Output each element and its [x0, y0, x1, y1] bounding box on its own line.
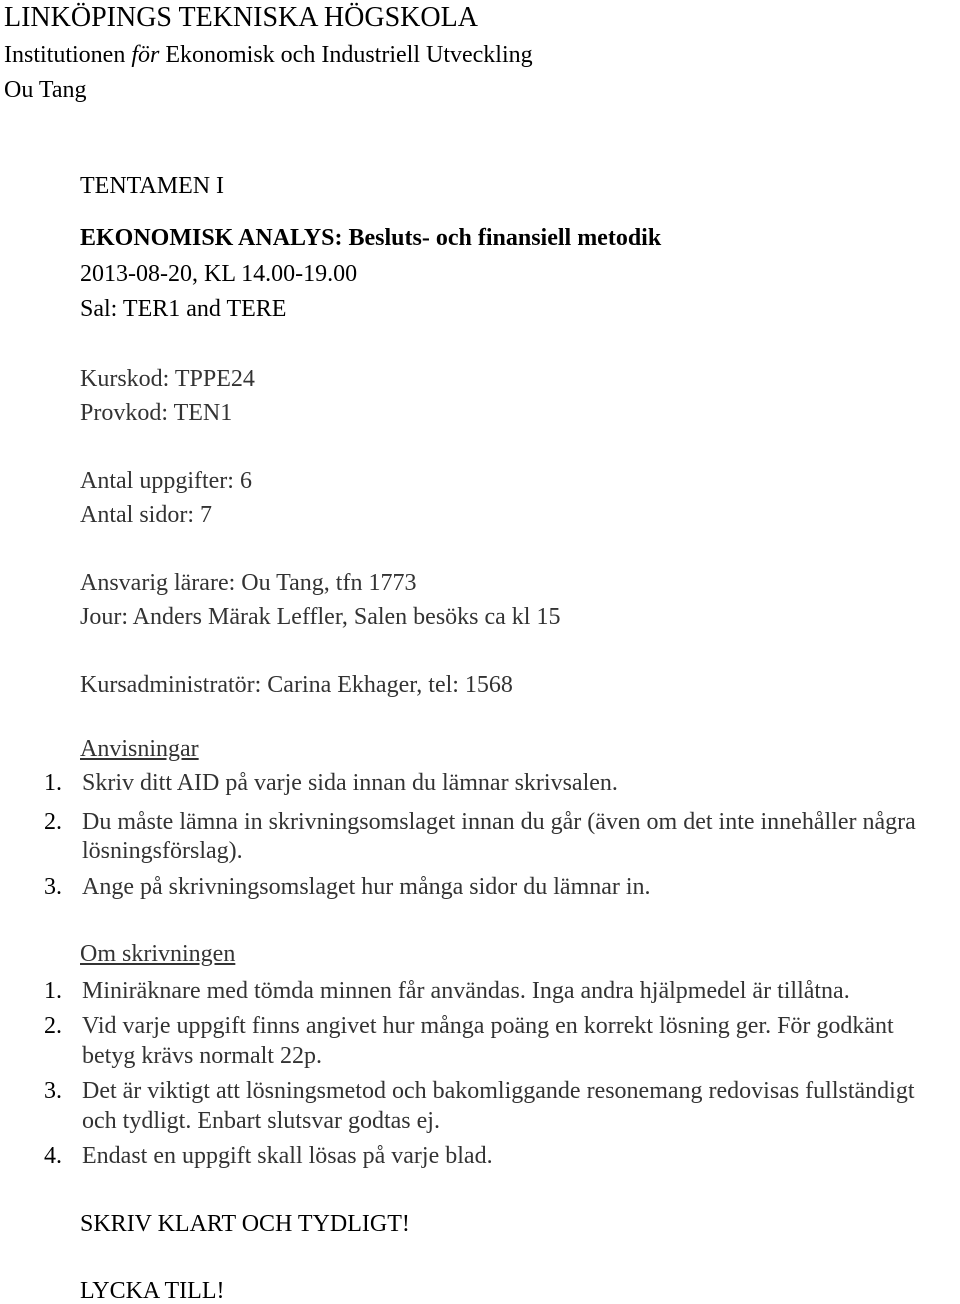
exam-code: Provkod: TEN1 — [80, 400, 233, 426]
rule-number: 3. — [44, 1078, 62, 1104]
instruction-number: 2. — [44, 809, 62, 835]
department-name — [4, 43, 533, 67]
department-text-post: Ekonomisk och Industriell Utveckling — [159, 42, 533, 68]
university-name: LINKÖPINGS TEKNISKA HÖGSKOLA — [4, 2, 478, 33]
exam-room: Sal: TER1 and TERE — [80, 296, 287, 322]
rule-text-continued: betyg krävs normalt 22p. — [82, 1043, 322, 1069]
task-count: Antal uppgifter: 6 — [80, 468, 252, 494]
rule-text: Det är viktigt att lösningsmetod och bakomliggande resonemang redovisas fullständigt — [82, 1078, 915, 1104]
good-luck-note: LYCKA TILL! — [80, 1278, 225, 1304]
about-exam-heading: Om skrivningen — [80, 941, 236, 967]
rule-text: Miniräknare med tömda minnen får användas. Inga andra hjälpmedel är tillåtna. — [82, 978, 850, 1004]
exam-date-time: 2013-08-20, KL 14.00-19.00 — [80, 261, 358, 287]
instruction-text-continued: lösningsförslag). — [82, 838, 243, 864]
duty-teacher: Jour: Anders Märak Leffler, Salen besöks ca kl 15 — [80, 604, 561, 630]
responsible-teacher: Ansvarig lärare: Ou Tang, tfn 1773 — [80, 570, 417, 596]
department-text-italic: för — [131, 42, 160, 68]
rule-number: 2. — [44, 1013, 62, 1039]
rule-number: 4. — [44, 1143, 62, 1169]
instruction-text: Du måste lämna in skrivningsomslaget innan du går (även om det inte innehåller några — [82, 809, 916, 835]
write-clearly-note: SKRIV KLART OCH TYDLIGT! — [80, 1211, 410, 1237]
course-title: EKONOMISK ANALYS: Besluts- och finansiell metodik — [80, 225, 662, 251]
exam-type: TENTAMEN I — [80, 173, 225, 199]
rule-text: Vid varje uppgift finns angivet hur många poäng en korrekt lösning ger. För godkänt — [82, 1013, 894, 1039]
instruction-text: Skriv ditt AID på varje sida innan du lämnar skrivsalen. — [82, 770, 618, 796]
rule-text: Endast en uppgift skall lösas på varje blad. — [82, 1143, 493, 1169]
instruction-number: 1. — [44, 770, 62, 796]
department-text-pre: Institutionen — [4, 42, 132, 68]
rule-text-continued: och tydligt. Enbart slutsvar godtas ej. — [82, 1108, 440, 1134]
instructions-heading: Anvisningar — [80, 736, 199, 762]
author-name: Ou Tang — [4, 77, 87, 103]
rule-number: 1. — [44, 978, 62, 1004]
instruction-number: 3. — [44, 874, 62, 900]
page-count: Antal sidor: 7 — [80, 502, 212, 528]
instruction-text: Ange på skrivningsomslaget hur många sidor du lämnar in. — [82, 874, 651, 900]
course-administrator: Kursadministratör: Carina Ekhager, tel: 1568 — [80, 672, 513, 698]
course-code: Kurskod: TPPE24 — [80, 366, 255, 392]
